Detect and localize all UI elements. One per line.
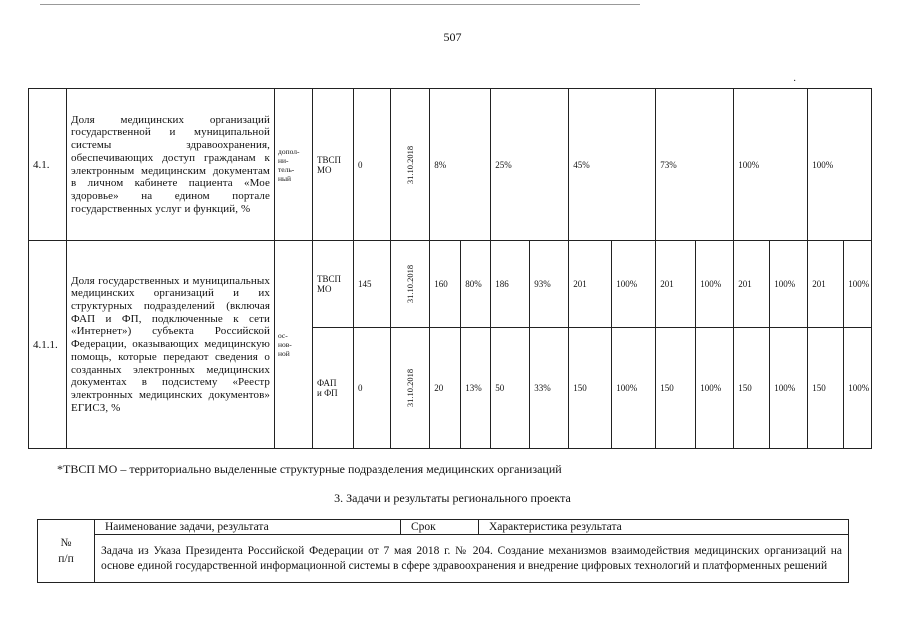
org-label: ФАП и ФП [313, 328, 354, 449]
tasks-header-row [38, 520, 849, 535]
row-number: 4.1.1. [29, 241, 67, 449]
table-row-4-1-1-a [29, 241, 872, 328]
task-description-cell [95, 535, 849, 583]
percent-value: 100% [844, 241, 872, 328]
column-number-header: № п/п [38, 520, 95, 583]
year-value: 45% [569, 89, 656, 241]
year-value: 8% [430, 89, 491, 241]
org-label: ТВСП МО [313, 241, 354, 328]
year-value: 25% [491, 89, 569, 241]
base-date: 31.10.2018 [391, 241, 430, 328]
section-title: 3. Задачи и результаты регионального проекта [334, 491, 571, 505]
count-value: 150 [656, 328, 696, 449]
table-row-4-1 [29, 89, 872, 241]
page-number: 507 [443, 30, 462, 44]
percent-value: 33% [530, 328, 569, 449]
base-value: 0 [354, 328, 391, 449]
percent-value: 100% [612, 241, 656, 328]
percent-value: 100% [612, 328, 656, 449]
scan-speck: · [793, 76, 797, 87]
indicator-description: Доля медицинских организаций государственной и муниципальной системы здравоохранения, обеспечивающих доступ гражданам к электронным медицинским документам в личном кабинете пациента «Мое здоровье» на едином портале государственных услуг и функций, % [67, 89, 275, 241]
indicator-description: Доля государственных и муниципальных медицинских организаций и их структурных подразделений (включая ФАП и ФП, подключенные к сети «Интернет») субъекта Российской Федерации, оказывающих медицинскую помощь, которые передают сведения о созданных электронных медицинских документах в подсистему «Реестр электронных медицинских документов» ЕГИСЗ, % [67, 241, 275, 449]
percent-value: 100% [770, 328, 808, 449]
count-value: 201 [569, 241, 612, 328]
column-characteristic-header: Характеристика результата [479, 520, 849, 535]
percent-value: 80% [461, 241, 491, 328]
count-value: 150 [808, 328, 844, 449]
percent-value: 100% [844, 328, 872, 449]
count-value: 160 [430, 241, 461, 328]
count-value: 201 [734, 241, 770, 328]
top-rule [40, 4, 640, 5]
task-row [38, 535, 849, 583]
percent-value: 93% [530, 241, 569, 328]
count-value: 186 [491, 241, 530, 328]
percent-value: 13% [461, 328, 491, 449]
percent-value: 100% [770, 241, 808, 328]
column-term-header: Срок [401, 520, 479, 535]
indicator-type: ос- нов- ной [275, 241, 313, 449]
row-number: 4.1. [29, 89, 67, 241]
count-value: 150 [569, 328, 612, 449]
count-value: 201 [808, 241, 844, 328]
column-name-header: Наименование задачи, результата [95, 520, 401, 535]
task-text: Задача из Указа Президента Российской Федерации от 7 мая 2018 г. № 204. Создание механизмов взаимодействия медицинских организаций на основе единой государственной информационной системы в сфере здравоохранения и внедрение цифровых технологий и платформенных решений [101, 544, 842, 572]
org-label: ТВСП МО [313, 89, 354, 241]
percent-value: 100% [696, 328, 734, 449]
year-value: 73% [656, 89, 734, 241]
indicator-type: допол- ни- тель- ный [275, 89, 313, 241]
base-value: 145 [354, 241, 391, 328]
base-date: 31.10.2018 [391, 89, 430, 241]
base-value: 0 [354, 89, 391, 241]
footnote: *ТВСП МО – территориально выделенные структурные подразделения медицинских организаций [57, 462, 562, 476]
count-value: 150 [734, 328, 770, 449]
count-value: 20 [430, 328, 461, 449]
tasks-table [37, 519, 849, 583]
count-value: 50 [491, 328, 530, 449]
percent-value: 100% [696, 241, 734, 328]
count-value: 201 [656, 241, 696, 328]
year-value: 100% [808, 89, 872, 241]
indicators-table [28, 88, 872, 449]
year-value: 100% [734, 89, 808, 241]
base-date: 31.10.2018 [391, 328, 430, 449]
